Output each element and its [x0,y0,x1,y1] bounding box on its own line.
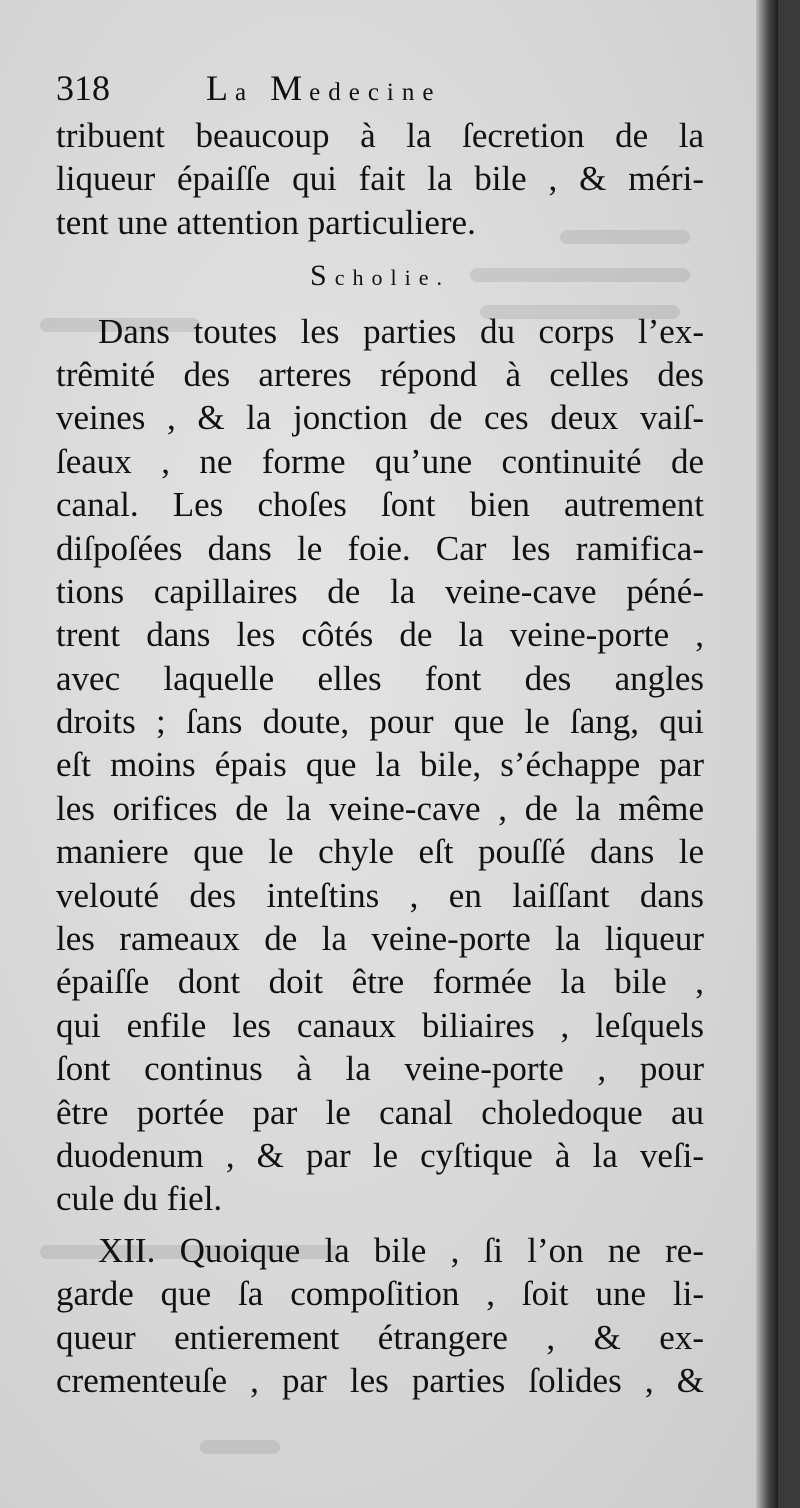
text-line: cule du fiel. [56,1179,223,1219]
text-line: les orifices de la veine-cave , de la même [56,788,704,828]
running-title: La Medecine [206,68,442,108]
text-line: crementeuſe , par les parties ſolides , & [56,1360,704,1400]
text-line: duodenum , & par le cyſtique à la veſi- [56,1135,704,1175]
text-line: XII. Quoique la bile , ſi l’on ne re- [98,1230,704,1270]
text-line: trêmité des arteres répond à celles des [56,354,704,394]
book-gutter [756,0,778,1508]
section-heading: Scholie. [310,259,450,293]
text-line: velouté des inteſtins , en laiſſant dans [56,875,704,915]
text-line: épaiſſe dont doit être formée la bile , [56,962,704,1002]
text-line: tribuent beaucoup à la ſecretion de la [56,116,704,155]
text-line: être portée par le canal choledoque au [56,1092,704,1132]
text-line: droits ; ſans doute, pour que le ſang, qui [56,702,704,742]
text-line: qui enfile les canaux biliaires , leſquels [56,1005,704,1045]
text-line: trent dans les côtés de la veine-porte , [56,615,704,655]
text-line: diſpoſées dans le foie. Car les ramifica- [56,528,704,568]
page-text [56,62,704,1402]
text-line: les rameaux de la veine-porte la liqueur [56,919,704,959]
text-line: tions capillaires de la veine-cave péné- [56,571,704,611]
text-line: garde que ſa compoſition , ſoit une li- [56,1274,704,1314]
text-line: maniere que le chyle eſt pouſſé dans le [56,832,704,872]
text-line: tent une attention particuliere. [56,202,476,242]
text-line: ſeaux , ne forme qu’une continuité de [56,441,704,481]
text-line: canal. Les choſes ſont bien autrement [56,485,704,525]
page-number: 318 [56,68,110,108]
text-line: avec laquelle elles font des angles [56,658,704,698]
text-line: veines , & la jonction de ces deux vaiſ- [56,398,704,438]
page-header [56,62,704,114]
text-line: eſt moins épais que la bile, s’échappe par [56,745,704,785]
text-line: queur entierement étrangere , & ex- [56,1317,704,1357]
text-line: liqueur épaiſſe qui fait la bile , & méri- [56,159,704,199]
text-line: ſont continus à la veine-porte , pour [56,1049,704,1089]
text-line: Dans toutes les parties du corps l’ex- [98,311,704,351]
